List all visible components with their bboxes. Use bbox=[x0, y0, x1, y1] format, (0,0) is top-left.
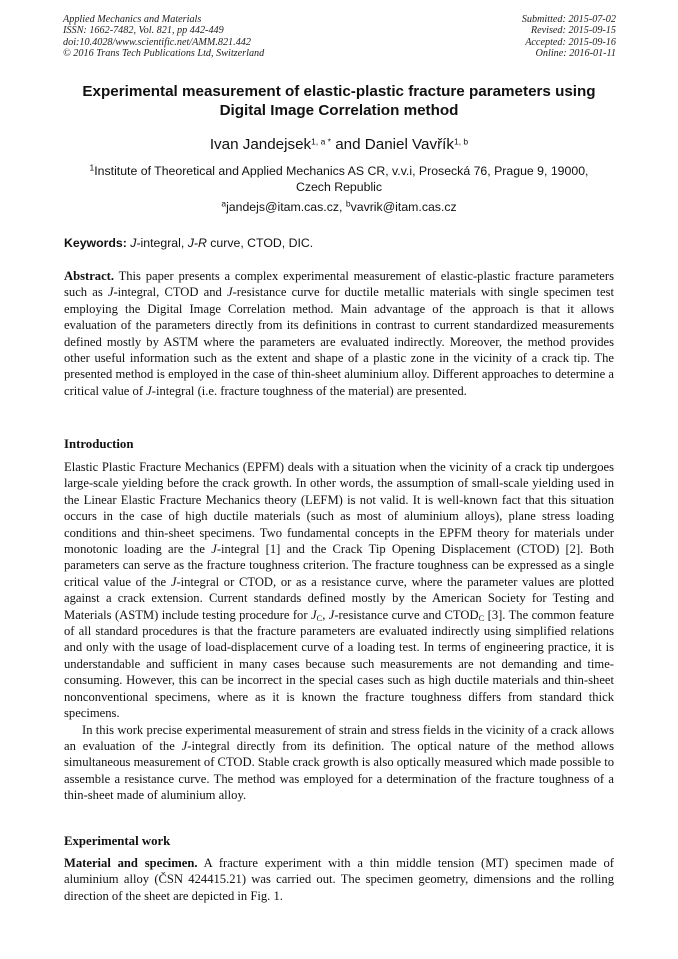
intro-paragraph-2 bbox=[64, 722, 614, 804]
experimental-heading: Experimental work bbox=[64, 834, 171, 848]
intro-sub-c1: C bbox=[316, 612, 323, 623]
abstract bbox=[64, 268, 614, 399]
email-a: jandejs@itam.cas.cz, bbox=[226, 200, 346, 214]
intro-text-1c: -integral or CTOD, or as a resistance curve, where the parameter values are plotted against a crack extension. Current standards defined mostly by the American Society for Testing and Materials (ASTM) include testing procedure for bbox=[64, 574, 614, 622]
keyword-jr: J-R bbox=[187, 236, 207, 250]
intro-j-4: J bbox=[328, 607, 335, 622]
intro-text-1f: [3]. The common feature of all standard procedures is that the fracture parameters are evaluated indirectly using simplified relations and only with the usage of load-displacement curve of a loading test. In terms of engineering practice, it is understandable and sufficient in many cases because such measurements are not demanding and time-consuming. However, this can be incorrect in the special cases such as high ductile materials and thin-sheet nonconventional specimens, where as it is known the fracture toughness differs from standard thick specimens. bbox=[64, 607, 614, 721]
email-b-sup: b bbox=[345, 198, 351, 209]
abstract-text-2: -integral, CTOD and bbox=[113, 285, 227, 300]
intro-text-2b: -integral directly from its definition. The optical nature of the method allows simultaneous measurement of CTOD. Stable crack growth is also optically measured which made possible to assemble a resistance curve. The method was employed for a determination of the fracture toughness of a thin-sheet made of aluminium alloy. bbox=[64, 738, 614, 803]
author-emails bbox=[64, 199, 614, 215]
affiliation-sup: 1 bbox=[89, 162, 95, 173]
author-2: Daniel Vavřík bbox=[364, 136, 454, 153]
abstract-j-2: J bbox=[227, 285, 233, 300]
date-accepted: Accepted: 2015-09-16 bbox=[525, 36, 616, 48]
intro-j-3: J bbox=[310, 607, 317, 622]
author-connector: and bbox=[331, 136, 365, 153]
journal-issn: ISSN: 1662-7482, Vol. 821, pp 442-449 bbox=[63, 25, 224, 37]
intro-paragraph-1 bbox=[64, 459, 614, 722]
keyword-text-2: curve, CTOD, DIC. bbox=[206, 236, 314, 250]
intro-text-2a: In this work precise experimental measurement of strain and stress fields in the vicinity of a crack allows an evaluation of the bbox=[64, 722, 614, 753]
paper-title bbox=[40, 82, 638, 120]
intro-sub-c2: C bbox=[478, 612, 485, 623]
author-2-affil: 1, b bbox=[453, 136, 469, 147]
abstract-label: Abstract. bbox=[64, 269, 115, 283]
author-1-affil: 1, a * bbox=[311, 136, 331, 147]
journal-copyright: © 2016 Trans Tech Publications Ltd, Switzerland bbox=[63, 48, 265, 60]
email-a-sup: a bbox=[221, 198, 227, 209]
intro-j-2: J bbox=[170, 574, 177, 589]
intro-text-1e: -resistance curve and CTOD bbox=[334, 607, 479, 622]
intro-j-5: J bbox=[181, 738, 188, 753]
material-text: A fracture experiment with a thin middle tension (MT) specimen made of aluminium alloy (ČSN 424415.21) was carried out. The specimen geometry, dimensions and the rolling direction of the sheet are depicted in Fig. 1. bbox=[64, 856, 614, 903]
material-label: Material and specimen. bbox=[64, 856, 198, 870]
author-list bbox=[40, 136, 638, 154]
abstract-j-3: J bbox=[146, 383, 152, 398]
abstract-text-3: -resistance curve for ductile metallic materials with single specimen test employing the Digital Image Correlation method. Main advantage of the approach is that it allows evaluation of the parameters directly from its definitions in contrast to current standardized measurements defined mostly by ASTM where the parameters are evaluated indirectly. Moreover, the method provides other useful information such as the extent and shape of a plastic zone in the vicinity of a crack tip. The presented method is employed in the case of thin-sheet aluminium alloy. Different approaches to determine a critical value of bbox=[64, 285, 614, 398]
date-online: Online: 2016-01-11 bbox=[535, 48, 616, 60]
email-b: vavrik@itam.cas.cz bbox=[350, 200, 457, 214]
introduction-body bbox=[64, 459, 614, 804]
affiliation-line-1: Institute of Theoretical and Applied Mechanics AS CR, v.v.i, Prosecká 76, Prague 9, 19000, bbox=[94, 164, 589, 178]
intro-j-1: J bbox=[211, 542, 217, 557]
abstract-text-1: This paper presents a complex experimental measurement of elastic-plastic fracture parameters such as bbox=[64, 269, 614, 300]
abstract-text-4: -integral (i.e. fracture toughness of the material) are presented. bbox=[151, 383, 467, 398]
experimental-body bbox=[64, 855, 614, 904]
keywords-label: Keywords: bbox=[64, 236, 127, 250]
affiliation-line-2: Czech Republic bbox=[295, 180, 383, 194]
date-revised: Revised: 2015-09-15 bbox=[530, 25, 616, 37]
keyword-j: J bbox=[130, 236, 137, 250]
affiliation bbox=[64, 163, 614, 195]
publication-dates bbox=[522, 14, 616, 60]
abstract-j-1: J bbox=[107, 285, 114, 300]
journal-doi: doi:10.4028/www.scientific.net/AMM.821.442 bbox=[63, 36, 251, 48]
introduction-heading: Introduction bbox=[64, 437, 134, 451]
title-line-1: Experimental measurement of elastic-plastic fracture parameters using bbox=[82, 83, 596, 100]
journal-info bbox=[63, 14, 264, 60]
author-1: Ivan Jandejsek bbox=[209, 136, 312, 153]
intro-text-1d: , bbox=[322, 607, 329, 622]
keywords bbox=[64, 235, 614, 251]
title-line-2: Digital Image Correlation method bbox=[219, 102, 459, 119]
date-submitted: Submitted: 2015-07-02 bbox=[521, 14, 616, 25]
intro-text-1b: -integral [1] and the Crack Tip Opening Displacement (CTOD) [2]. Both parameters can serve as the fracture toughness criterion. The fracture toughness can be expressed as a single critical value of the bbox=[64, 542, 615, 589]
intro-text-1a: Elastic Plastic Fracture Mechanics (EPFM) deals with a situation when the vicinity of a crack tip undergoes large-scale yielding before the crack growth. In other words, the assumption of small-scale yielding used in the Linear Elastic Fracture Mechanics theory (LEFM) is not valid. It is well-known fact that this situation occurs in the case of high ductile materials (such as most of aluminium alloys), plane stress loading conditions and thin-sheet specimens. Two fundamental concepts in the EPFM theory for materials under monotonic loading are the bbox=[64, 460, 614, 557]
keyword-text-1: -integral, bbox=[136, 236, 188, 250]
journal-name: Applied Mechanics and Materials bbox=[63, 14, 202, 25]
